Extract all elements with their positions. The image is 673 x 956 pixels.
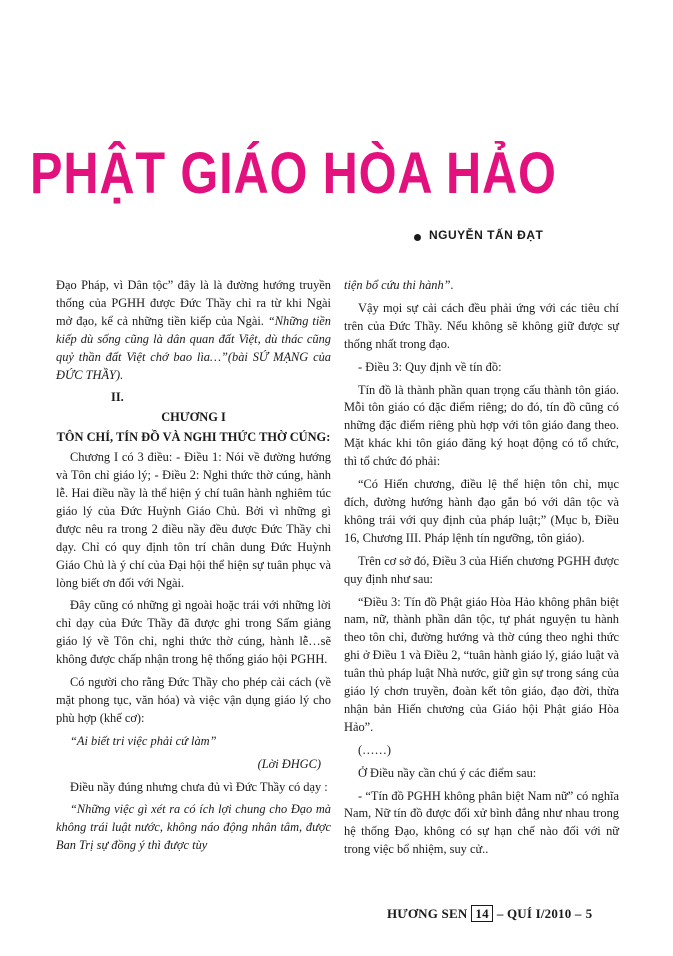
quote: “Những việc gì xét ra có ích lợi chung cho Đạo mà không trái luật nước, không náo động nhân tâm, được Ban Trị sự đồng ý thì được tùy (56, 802, 331, 853)
paragraph (56, 277, 331, 384)
quote-reference: (Lời ĐHGC) (257, 756, 321, 771)
paragraph: “Điều 3: Tín đồ Phật giáo Hòa Hảo không phân biệt nam, nữ, thành phần dân tộc, tự phát nguyện tu hành theo tôn chỉ, đường hướng và thờ cúng theo nghi thức ghi ở Điều 1 và Điều 2, “tuân hành giáo lý, giáo luật và tuân thủ pháp luật Nhà nước, giữ gìn sự trong sáng của giáo lý chơn truyền, đoàn kết tôn giáo, đạo đời, thừa nhận bản Hiến chương của Giáo hội Phật giáo Hòa Hảo”. (344, 594, 619, 734)
paragraph: Đây cũng có những gì ngoài hoặc trái với những lời chỉ dạy của Đức Thầy đã được ghi trong Sấm giảng giáo lý về Tôn chỉ, nghi thức thờ cúng, hành lễ…sẽ không được chấp nhận trong hệ thống giáo hội PGHH. (56, 598, 331, 667)
issue-period: – QUÍ I/2010 – (496, 905, 582, 921)
chapter-title: TÔN CHỈ, TÍN ĐỒ VÀ NGHI THỨC THỜ CÚNG: (56, 430, 331, 445)
bullet-icon (414, 234, 421, 241)
quote-reference: (bài SỨ MẠNG của ĐỨC THẦY). (56, 349, 331, 382)
right-column (344, 277, 619, 864)
quote: “Ai biết tri việc phải cứ làm” (70, 733, 217, 748)
author-line (414, 228, 543, 242)
author-name: NGUYỄN TẤN ĐẠT (429, 228, 544, 242)
page-number: 5 (585, 905, 593, 921)
paragraph: Trên cơ sở đó, Điều 3 của Hiến chương PGHH được quy định như sau: (344, 553, 619, 586)
paragraph: - Điều 3: Quy định về tín đồ: (358, 359, 502, 374)
section-number: II. (111, 390, 124, 405)
paragraph: Điều nầy đúng nhưng chưa đủ vì Đức Thầy có dạy : (70, 779, 328, 794)
left-column (56, 277, 331, 860)
paragraph: “Có Hiến chương, điều lệ thể hiện tôn chỉ, mục đích, đường hướng hành đạo gắn bó với dân tộc và không trái với quy định của pháp luật;” (Mục b, Điều 16, Chương III. Pháp lệnh tín ngưỡng, tôn giáo). (344, 477, 619, 545)
issue-number: 14 (471, 905, 492, 922)
paragraph: Tín đồ là thành phần quan trọng cấu thành tôn giáo. Mỗi tôn giáo có đặc điểm riêng; do đó, tín đồ cũng có những đặc điểm riêng phù hợp với tôn giáo đang theo. Mặt khác khi tôn giáo đăng ký hoạt động có tổ chức, thì tổ chức đó phải: (344, 382, 619, 469)
quote-text: “Những tiền kiếp dù sống cũng là dân quan đất Việt, dù thác cũng quỷ thần đất Việt chớ bao lìa…” (56, 313, 331, 364)
page-footer (387, 905, 592, 922)
paragraph: Có người cho rằng Đức Thầy cho phép cải cách (về mặt phong tục, văn hóa) và việc vận dụng giáo lý cho phù hợp (khế cơ): (56, 675, 331, 725)
paragraph: - “Tín đồ PGHH không phân biệt Nam nữ” có nghĩa Nam, Nữ tín đồ được đối xử bình đẳng như nhau trong hệ thống Đạo, không có sự hạn chế nào đối với nữ trong việc bổ nhiệm, suy cử.. (344, 788, 619, 857)
paragraph: Vậy mọi sự cải cách đều phải ứng với các tiêu chí trên của Đức Thầy. Nếu không sẽ không giữ được sự thống nhất trong đạo. (344, 300, 619, 351)
paragraph: Ở Điều nầy cần chú ý các điểm sau: (358, 765, 537, 780)
ellipsis: (……) (358, 742, 392, 757)
article-title: PHẬT GIÁO HÒA HẢO (30, 141, 557, 206)
paragraph-text: Đạo Pháp, vì Dân tộc” đây là là đường hướng truyền thống của PGHH được Đức Thầy chỉ ra từ khi Ngài mở đạo, kể cả những tiền kiếp của Ngài. (56, 278, 331, 328)
quote-continuation: tiện bổ cứu thi hành”. (344, 278, 454, 292)
paragraph: Chương I có 3 điều: - Điều 1: Nói về đường hướng và Tôn chỉ giáo lý; - Điều 2: Nghi thức thờ cúng, hành lễ. Hai điều nầy là thể hiện ý chí tuân hành nghiêm túc giáo lý của Đức Huỳnh Giáo Chủ. Bởi vì những gì được nêu ra trong 2 điều nầy đều được Đức Thầy chỉ dạy. Chỉ có quy định tôn trí chân dung Đức Huỳnh Giáo Chủ là ý chí của Đại hội thể hiện sự tuân phục và lòng biết ơn đối với Ngài. (56, 450, 331, 590)
magazine-name: HƯƠNG SEN (387, 905, 468, 921)
chapter-heading: CHƯƠNG I (161, 410, 226, 425)
